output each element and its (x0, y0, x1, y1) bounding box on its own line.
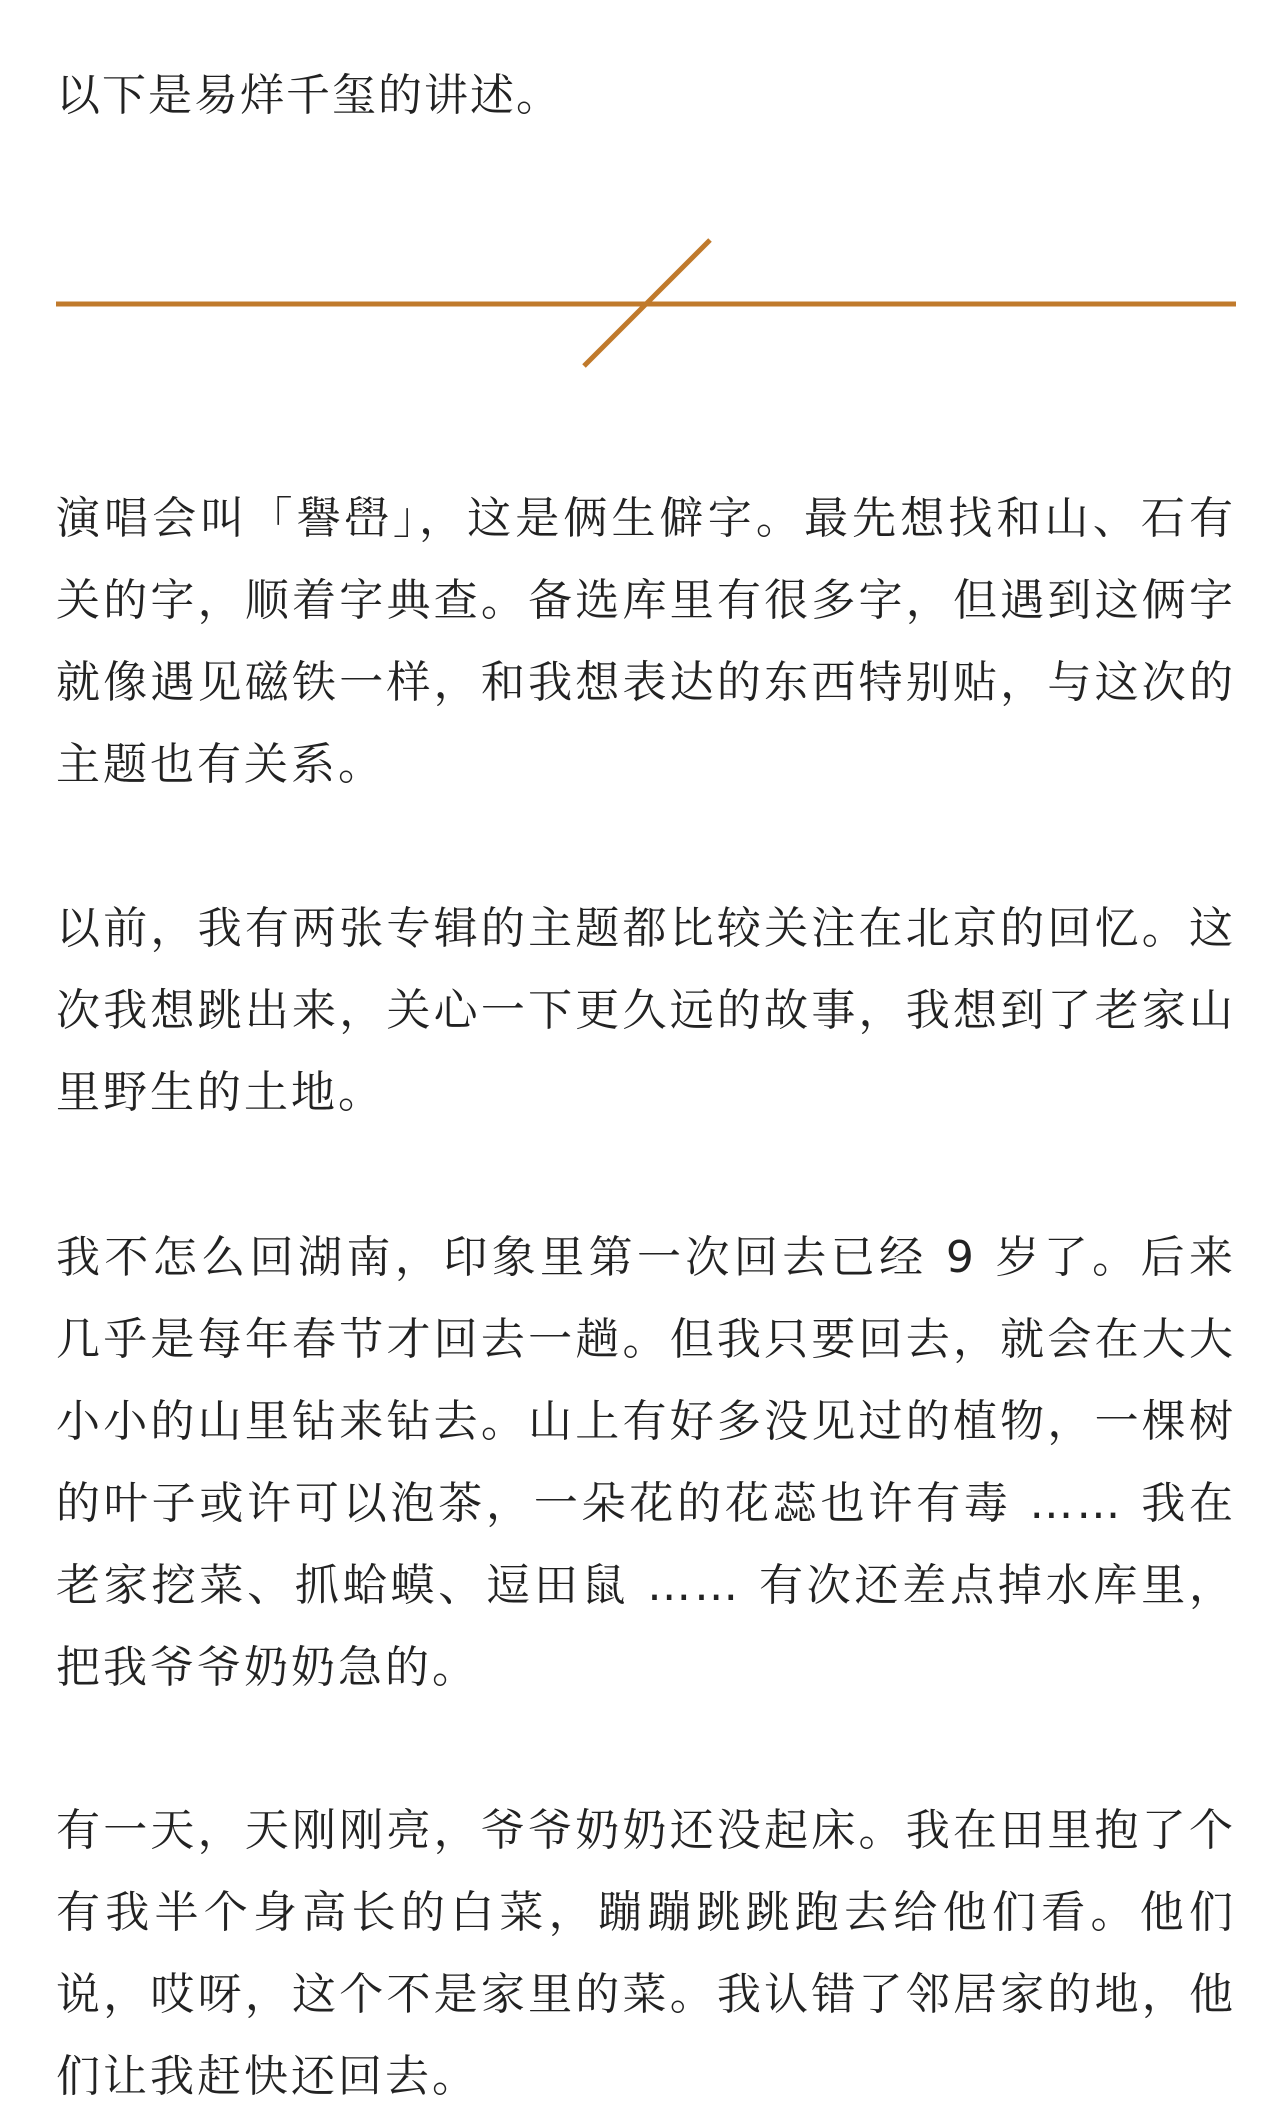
paragraph: 以前，我有两张专辑的主题都比较关注在北京的回忆。这次我想跳出来，关心一下更久远的故事，我想到了老家山里野生的土地。 (56, 903, 1236, 1118)
paragraph: 我不怎么回湖南，印象里第一次回去已经 9 岁了。后来几乎是每年春节才回去一趟。但我只要回去，就会在大大小小的山里钻来钻去。山上有好多没见过的植物，一棵树的叶子或许可以泡茶，一朵花的花蕊也许有毒 …… 我在老家挖菜、抓蛤蟆、逗田鼠 …… 有次还差点掉水库里，把我爷爷奶奶急的。 (56, 1232, 1236, 1693)
paragraph: 演唱会叫「譽嶨」，这是俩生僻字。最先想找和山、石有关的字，顺着字典查。备选库里有很多字，但遇到这俩字就像遇见磁铁一样，和我想表达的东西特别贴，与这次的主题也有关系。 (56, 493, 1236, 790)
intro-text: 以下是易烊千玺的讲述。 (56, 70, 562, 121)
paragraph: 有一天，天刚刚亮，爷爷奶奶还没起床。我在田里抱了个有我半个身高长的白菜，蹦蹦跳跳跑去给他们看。他们说，哎呀，这个不是家里的菜。我认错了邻居家的地，他们让我赶快还回去。 (56, 1805, 1236, 2102)
section-divider (56, 236, 1236, 372)
